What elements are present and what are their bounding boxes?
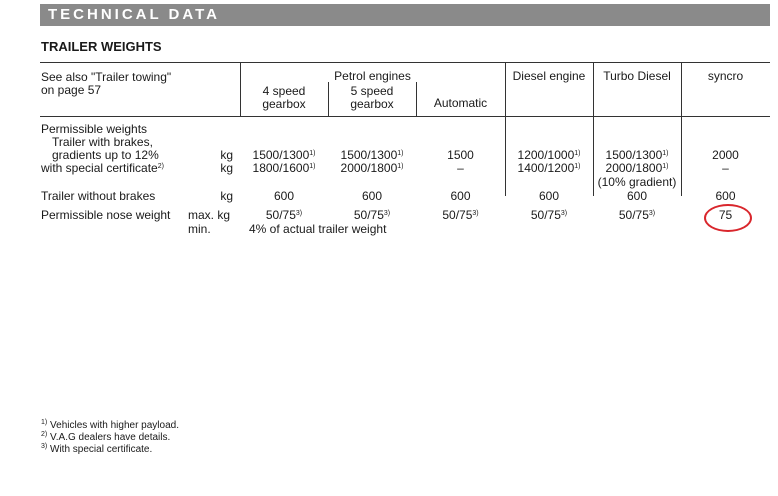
- cell-nose-syncro: 75: [718, 208, 733, 222]
- section-banner: [40, 4, 770, 26]
- cell-nose-4speed: 50/75$^{3)}$: [265, 208, 303, 222]
- footnote-3: $^{3)}$ With special certificate.: [41, 443, 153, 455]
- banner-title: TECHNICAL DATA: [48, 6, 220, 23]
- row-label-nose-weight: Permissible nose weight: [41, 208, 171, 222]
- nose-min-value: 4% of actual trailer weight: [249, 222, 387, 236]
- see-also-line-1: See also "Trailer towing": [41, 70, 172, 84]
- cell-12-syncro: 2000: [712, 148, 739, 162]
- row-label-permissible: Permissible weights: [41, 122, 148, 136]
- row-label-with-brakes: Trailer with brakes,: [52, 135, 153, 149]
- turbo-gradient-note: (10% gradient): [597, 175, 677, 189]
- footnote-2: $^{2)}$ V.A.G dealers have details.: [41, 431, 171, 443]
- row-label-gradient: gradients up to 12%: [52, 148, 159, 162]
- cell-cert-4speed: 1800/1600$^{1)}$: [252, 161, 316, 175]
- see-also-line-2: on page 57: [41, 83, 102, 97]
- cell-nobrake-5speed: 600: [361, 189, 383, 203]
- cell-nose-diesel: 50/75$^{3)}$: [530, 208, 568, 222]
- row-label-no-brakes: Trailer without brakes: [41, 189, 156, 203]
- unit-kg: kg: [220, 189, 233, 203]
- cell-nobrake-syncro: 600: [715, 189, 736, 203]
- header-turbo-diesel: Turbo Diesel: [603, 69, 671, 83]
- unit-kg: kg: [220, 161, 233, 175]
- footnote-1: $^{1)}$ Vehicles with higher payload.: [41, 419, 179, 431]
- table-top-rule: [40, 62, 770, 63]
- header-4speed-2: gearbox: [262, 97, 306, 111]
- cell-12-diesel: 1200/1000$^{1)}$: [517, 148, 581, 162]
- cell-nobrake-automatic: 600: [450, 189, 471, 203]
- cell-12-5speed: 1500/1300$^{1)}$: [340, 148, 404, 162]
- cell-nose-5speed: 50/75$^{3)}$: [353, 208, 391, 222]
- unit-kg: kg: [220, 148, 233, 162]
- header-petrol-engines: Petrol engines: [334, 69, 411, 83]
- table-header-rule: [40, 116, 770, 117]
- cell-12-4speed: 1500/1300$^{1)}$: [252, 148, 316, 162]
- cell-cert-5speed: 2000/1800$^{1)}$: [340, 161, 404, 175]
- row-label-special-cert: with special certificate$^{2)}$: [41, 161, 164, 175]
- cell-cert-syncro: –: [722, 161, 729, 175]
- cell-12-automatic: 1500: [447, 148, 474, 162]
- unit-max-kg: max. kg: [188, 208, 231, 222]
- unit-min: min.: [188, 222, 211, 236]
- cell-nobrake-diesel: 600: [538, 189, 560, 203]
- cell-cert-turbo: 2000/1800$^{1)}$: [605, 161, 669, 175]
- header-4speed-1: 4 speed: [262, 84, 306, 98]
- header-diesel-engine: Diesel engine: [512, 69, 586, 83]
- cell-nose-turbo: 50/75$^{3)}$: [618, 208, 656, 222]
- header-5speed-2: gearbox: [350, 97, 394, 111]
- highlight-circle: [704, 204, 752, 232]
- cell-nobrake-turbo: 600: [626, 189, 648, 203]
- cell-cert-automatic: –: [457, 161, 464, 175]
- section-title: TRAILER WEIGHTS: [41, 39, 162, 54]
- cell-12-turbo: 1500/1300$^{1)}$: [605, 148, 669, 162]
- cell-nobrake-4speed: 600: [273, 189, 295, 203]
- header-5speed-1: 5 speed: [350, 84, 394, 98]
- cell-nose-automatic: 50/75$^{3)}$: [442, 208, 479, 222]
- header-syncro: syncro: [707, 69, 744, 83]
- header-automatic: Automatic: [433, 96, 488, 110]
- cell-cert-diesel: 1400/1200$^{1)}$: [517, 161, 581, 175]
